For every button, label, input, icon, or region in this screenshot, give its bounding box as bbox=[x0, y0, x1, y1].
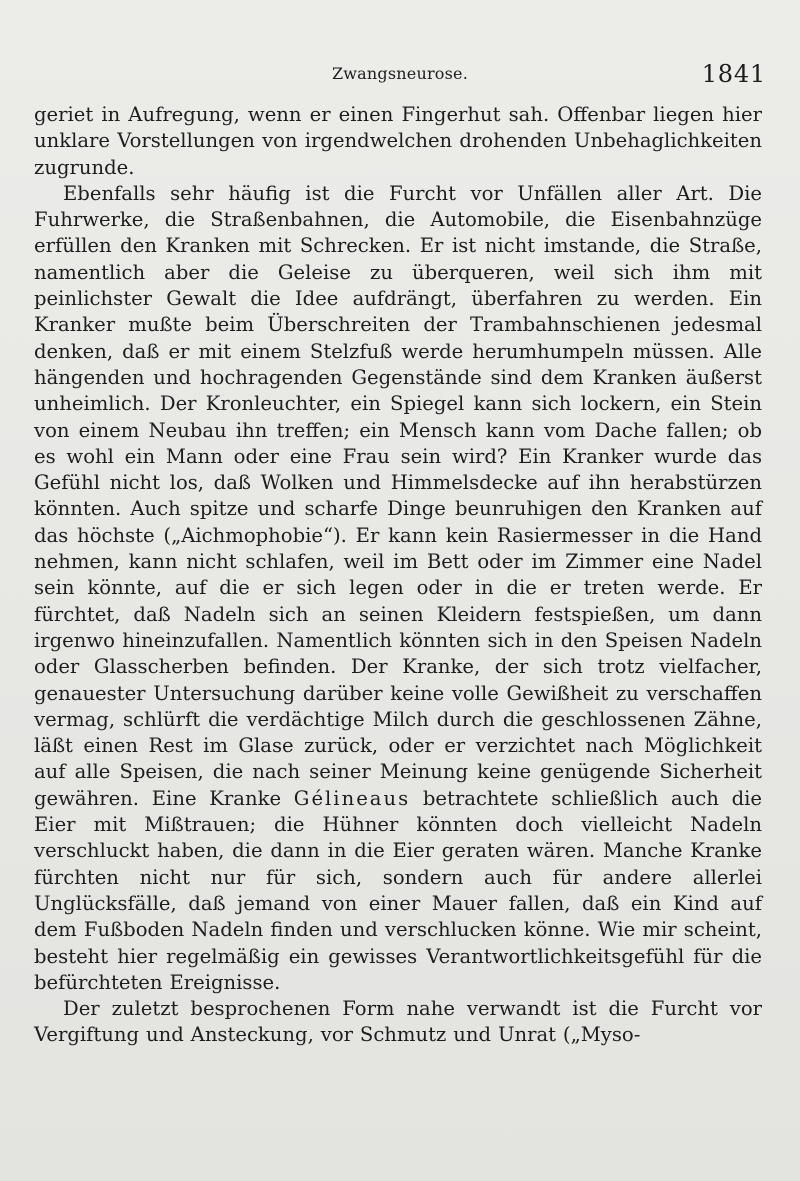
paragraph-2-part-1: Ebenfalls sehr häufig ist die Furcht vor Unfällen aller Art. Die Fuhrwerke, die Straßenbahnen, die Automobile, die Eisenbahnzüge erfüllen den Kranken mit Schrecken. Er ist nicht imstande, die Straße, namentlich aber die Geleise zu überqueren, weil sich ihm mit peinlichster Gewalt die Idee aufdrängt, überfahren zu werden. Ein Kranker mußte beim Überschreiten der Trambahnschienen jedesmal denken, daß er mit einem Stelzfuß werde herumhumpeln müssen. Alle hängenden und hochragenden Gegenstände sind dem Kranken äußerst unheimlich. Der Kronleuchter, ein Spiegel kann sich lockern, ein Stein von einem Neubau ihn treffen; ein Mensch kann vom Dache fallen; ob es wohl ein Mann oder eine Frau sein wird? Ein Kranker wurde das Gefühl nicht los, daß Wolken und Himmelsdecke auf ihn herabstürzen könnten. Auch spitze und scharfe Dinge beunruhigen den Kranken auf das höchste („Aichmophobie“). Er kann kein Rasiermesser in die Hand nehmen, kann nicht schlafen, weil im Bett oder im Zimmer eine Nadel sein könnte, auf die er sich legen oder in die er treten werde. Er fürchtet, daß Nadeln sich an seinen Kleidern festspießen, um dann irgenwo hineinzufallen. Namentlich könnten sich in den Speisen Nadeln oder Glasscherben befinden. Der Kranke, der sich trotz vielfacher, genauester Untersuchung darüber keine volle Gewißheit zu verschaffen vermag, schlürft die verdächtige Milch durch die geschlossenen Zähne, läßt einen Rest im Glase zurück, oder er verzichtet nach Möglichkeit auf alle Speisen, die nach seiner Meinung keine genügende Sicherheit gewähren. Eine Kranke bbox=[34, 181, 762, 810]
body-text bbox=[34, 102, 762, 1049]
page-header bbox=[34, 58, 766, 94]
spaced-name: Gélineaus bbox=[293, 786, 411, 810]
running-title: Zwangsneurose. bbox=[331, 64, 469, 83]
paragraph-2 bbox=[34, 181, 762, 996]
page-number: 1841 bbox=[701, 60, 766, 88]
paragraph-2-part-2: betrachtete schließlich auch die Eier mit Mißtrauen; die Hühner könnten doch vielleicht Nadeln verschluckt haben, die dann in die Eier geraten wären. Manche Kranke fürchten nicht nur für sich, sondern auch für andere allerlei Unglücksfälle, daß jemand von einer Mauer fallen, daß ein Kind auf dem Fußboden Nadeln finden und verschlucken könne. Wie mir scheint, besteht hier regelmäßig ein gewisses Verantwortlichkeitsgefühl für die befürchteten Ereignisse. bbox=[34, 786, 762, 994]
paragraph-3: Der zuletzt besprochenen Form nahe verwandt ist die Furcht vor Vergiftung und Ansteckung, vor Schmutz und Unrat („Myso- bbox=[34, 997, 762, 1047]
paragraph-1: geriet in Aufregung, wenn er einen Fingerhut sah. Offenbar liegen hier unklare Vorstellungen von irgendwelchen drohenden Unbehaglichkeiten zugrunde. bbox=[34, 103, 762, 179]
